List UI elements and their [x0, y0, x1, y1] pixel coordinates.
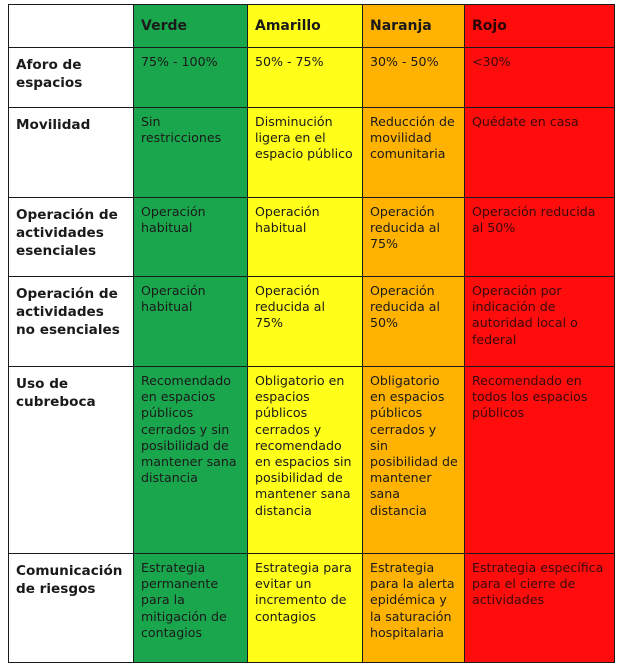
cell-text: 30% - 50% — [370, 54, 439, 69]
cell-amarillo — [248, 48, 363, 108]
row-label-cell — [9, 367, 134, 554]
cell-verde — [134, 277, 248, 367]
cell-verde — [134, 198, 248, 277]
cell-text: Estrategia para la alerta epidémica y la saturación hospitalaria — [370, 560, 455, 640]
header-corner-cell — [9, 5, 134, 48]
header-rojo-label: Rojo — [472, 18, 507, 34]
row-label: Aforo de espacios — [16, 57, 83, 91]
row-label-cell — [9, 277, 134, 367]
cell-text: Operación reducida al 75% — [255, 283, 325, 331]
traffic-light-table-container — [8, 4, 615, 663]
cell-verde — [134, 108, 248, 198]
row-label: Uso de cubreboca — [16, 376, 96, 410]
cell-text: Estrategia específica para el cierre de actividades — [472, 560, 604, 608]
cell-rojo — [465, 554, 615, 663]
row-label: Operación de actividades esenciales — [16, 207, 118, 259]
header-verde — [134, 5, 248, 48]
cell-rojo — [465, 367, 615, 554]
cell-text: 75% - 100% — [141, 54, 218, 69]
cell-amarillo — [248, 198, 363, 277]
cell-text: Operación habitual — [141, 283, 206, 315]
row-movilidad — [9, 108, 615, 198]
header-verde-label: Verde — [141, 18, 187, 34]
cell-text: Sin restricciones — [141, 114, 222, 146]
cell-naranja — [363, 48, 465, 108]
row-label-cell — [9, 48, 134, 108]
cell-text: Recomendado en espacios públicos cerrados y sin posibilidad de mantener sana distancia — [141, 373, 237, 486]
header-amarillo-label: Amarillo — [255, 18, 321, 34]
row-label: Movilidad — [16, 117, 91, 133]
row-label: Comunicación de riesgos — [16, 563, 123, 597]
row-actividades-no-esenciales — [9, 277, 615, 367]
cell-text: Operación habitual — [255, 204, 320, 236]
cell-text: Disminución ligera en el espacio público — [255, 114, 353, 162]
row-label: Operación de actividades no esenciales — [16, 286, 120, 338]
cell-verde — [134, 48, 248, 108]
row-label-cell — [9, 108, 134, 198]
cell-naranja — [363, 108, 465, 198]
cell-rojo — [465, 198, 615, 277]
cell-text: Operación por indicación de autoridad local o federal — [472, 283, 578, 347]
cell-naranja — [363, 554, 465, 663]
cell-text: Reducción de movilidad comunitaria — [370, 114, 455, 162]
row-label-cell — [9, 554, 134, 663]
row-cubreboca — [9, 367, 615, 554]
cell-rojo — [465, 108, 615, 198]
cell-rojo — [465, 48, 615, 108]
cell-text: Operación habitual — [141, 204, 206, 236]
cell-verde — [134, 554, 248, 663]
row-label-cell — [9, 198, 134, 277]
header-rojo — [465, 5, 615, 48]
cell-text: Obligatorio en espacios públicos cerrados y sin posibilidad de mantener sana distancia — [370, 373, 458, 518]
cell-amarillo — [248, 367, 363, 554]
row-actividades-esenciales — [9, 198, 615, 277]
row-aforo — [9, 48, 615, 108]
cell-text: <30% — [472, 54, 511, 69]
cell-text: Recomendado en todos los espacios públicos — [472, 373, 588, 421]
cell-text: Estrategia para evitar un incremento de contagios — [255, 560, 352, 624]
cell-text: Quédate en casa — [472, 114, 579, 129]
cell-text: Operación reducida al 75% — [370, 204, 440, 252]
cell-text: Estrategia permanente para la mitigación de contagios — [141, 560, 227, 640]
header-corner-text — [9, 5, 133, 18]
cell-rojo — [465, 277, 615, 367]
cell-amarillo — [248, 277, 363, 367]
cell-verde — [134, 367, 248, 554]
header-naranja — [363, 5, 465, 48]
cell-naranja — [363, 198, 465, 277]
cell-amarillo — [248, 108, 363, 198]
header-naranja-label: Naranja — [370, 18, 432, 34]
cell-amarillo — [248, 554, 363, 663]
cell-naranja — [363, 367, 465, 554]
cell-text: Obligatorio en espacios públicos cerrados y recomendado en espacios sin posibilidad de mantener sana distancia — [255, 373, 352, 518]
cell-text: Operación reducida al 50% — [370, 283, 440, 331]
cell-naranja — [363, 277, 465, 367]
cell-text: 50% - 75% — [255, 54, 324, 69]
cell-text: Operación reducida al 50% — [472, 204, 596, 236]
row-comunicacion — [9, 554, 615, 663]
header-row — [9, 5, 615, 48]
header-amarillo — [248, 5, 363, 48]
traffic-light-table — [8, 4, 615, 663]
